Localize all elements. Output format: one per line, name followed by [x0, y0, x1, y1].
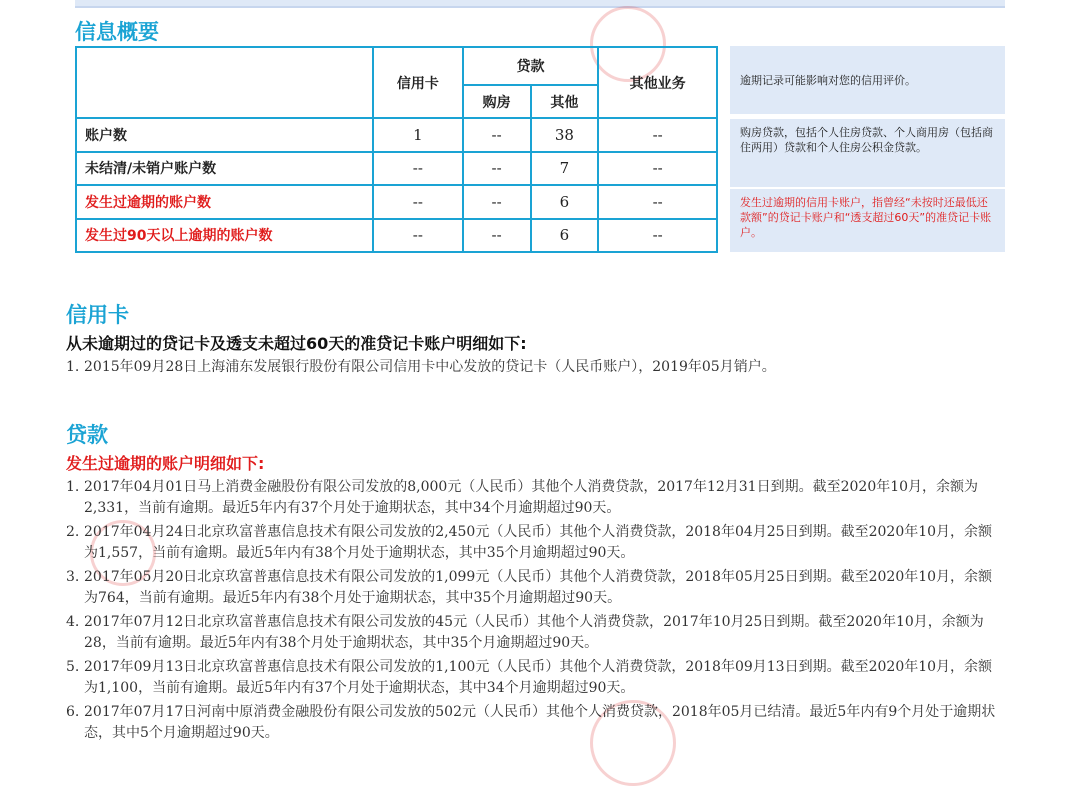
summary-title: 信息概要 [75, 20, 159, 44]
item-text: 2017年04月24日北京玖富普惠信息技术有限公司发放的2,450元（人民币）其他个人消费贷款，2018年04月25日到期。截至2020年10月，余额为1,557，当前有逾期。最近5年内有38个月处于逾期状态，其中35个月逾期超过90天。 [84, 524, 993, 561]
list-index: 5. [66, 659, 80, 675]
item-text: 2017年07月12日北京玖富普惠信息技术有限公司发放的45元（人民币）其他个人消费贷款，2017年10月25日到期。截至2020年10月，余额为28，当前有逾期。最近5年内有38个月处于逾期状态，其中35个月逾期超过90天。 [84, 614, 984, 651]
list-item [66, 357, 1001, 378]
header-other-business: 其他业务 [598, 47, 717, 118]
cell-credit-card: 1 [373, 118, 463, 152]
list-item [66, 567, 1001, 609]
item-text: 2017年09月13日北京玖富普惠信息技术有限公司发放的1,100元（人民币）其他个人消费贷款，2018年09月13日到期。截至2020年10月，余额为1,100，当前有逾期。最近5年内有37个月处于逾期状态，其中34个月逾期超过90天。 [84, 659, 993, 696]
summary-row [76, 118, 717, 152]
list-index: 6. [66, 704, 80, 720]
loan-list [66, 477, 1001, 747]
cell-other: 6 [531, 219, 599, 253]
note-overdue-card [730, 189, 1005, 252]
summary-row [76, 219, 717, 253]
cell-house: -- [463, 152, 531, 186]
cell-credit-card: -- [373, 152, 463, 186]
summary-row [76, 152, 717, 186]
cell-other-business: -- [598, 185, 717, 219]
note-text: 发生过逾期的信用卡账户，指曾经“未按时还最低还款额”的贷记卡账户和“透支超过60天”的准贷记卡账户。 [740, 196, 992, 239]
row-label: 发生过90天以上逾期的账户数 [76, 219, 373, 253]
list-index: 2. [66, 524, 80, 540]
header-blank [76, 47, 373, 118]
header-loan-other: 其他 [531, 85, 599, 118]
credit-card-list [66, 357, 1001, 381]
item-text: 2015年09月28日上海浦东发展银行股份有限公司信用卡中心发放的贷记卡（人民币账户），2019年05月销户。 [84, 359, 776, 375]
header-loan: 贷款 [463, 47, 599, 85]
loan-title: 贷款 [66, 423, 108, 447]
list-item [66, 612, 1001, 654]
list-item [66, 657, 1001, 699]
note-overdue-impact [730, 46, 1005, 114]
cell-other: 6 [531, 185, 599, 219]
list-index: 1. [66, 359, 80, 375]
item-text: 2017年04月01日马上消费金融股份有限公司发放的8,000元（人民币）其他个人消费贷款，2017年12月31日到期。截至2020年10月，余额为2,331，当前有逾期。最近5年内有37个月处于逾期状态，其中34个月逾期超过90天。 [84, 479, 979, 516]
credit-card-subtitle: 从未逾期过的贷记卡及透支未超过60天的准贷记卡账户明细如下: [66, 334, 527, 353]
list-item [66, 702, 1001, 744]
cell-house: -- [463, 118, 531, 152]
cell-other-business: -- [598, 152, 717, 186]
cell-house: -- [463, 219, 531, 253]
item-text: 2017年07月17日河南中原消费金融股份有限公司发放的502元（人民币）其他个人消费贷款，2018年05月已结清。最近5年内有9个月处于逾期状态，其中5个月逾期超过90天。 [84, 704, 996, 741]
cell-other-business: -- [598, 118, 717, 152]
list-item [66, 522, 1001, 564]
note-text: 逾期记录可能影响对您的信用评价。 [740, 73, 916, 87]
list-index: 1. [66, 479, 80, 495]
note-text: 购房贷款，包括个人住房贷款、个人商用房（包括商住两用）贷款和个人住房公积金贷款。 [740, 126, 993, 154]
cell-other: 7 [531, 152, 599, 186]
list-index: 3. [66, 569, 80, 585]
cell-other: 38 [531, 118, 599, 152]
summary-row [76, 185, 717, 219]
cell-credit-card: -- [373, 185, 463, 219]
credit-card-title: 信用卡 [66, 303, 129, 327]
top-border-bar [75, 0, 1005, 8]
cell-other-business: -- [598, 219, 717, 253]
list-index: 4. [66, 614, 80, 630]
loan-subtitle: 发生过逾期的账户明细如下: [66, 454, 265, 473]
row-label: 发生过逾期的账户数 [76, 185, 373, 219]
cell-house: -- [463, 185, 531, 219]
note-house-loan [730, 119, 1005, 187]
header-loan-house: 购房 [463, 85, 531, 118]
row-label: 未结清/未销户账户数 [76, 152, 373, 186]
row-label: 账户数 [76, 118, 373, 152]
header-credit-card: 信用卡 [373, 47, 463, 118]
cell-credit-card: -- [373, 219, 463, 253]
summary-table [75, 46, 718, 253]
list-item [66, 477, 1001, 519]
item-text: 2017年05月20日北京玖富普惠信息技术有限公司发放的1,099元（人民币）其他个人消费贷款，2018年05月25日到期。截至2020年10月，余额为764，当前有逾期。最近5年内有38个月处于逾期状态，其中35个月逾期超过90天。 [84, 569, 993, 606]
